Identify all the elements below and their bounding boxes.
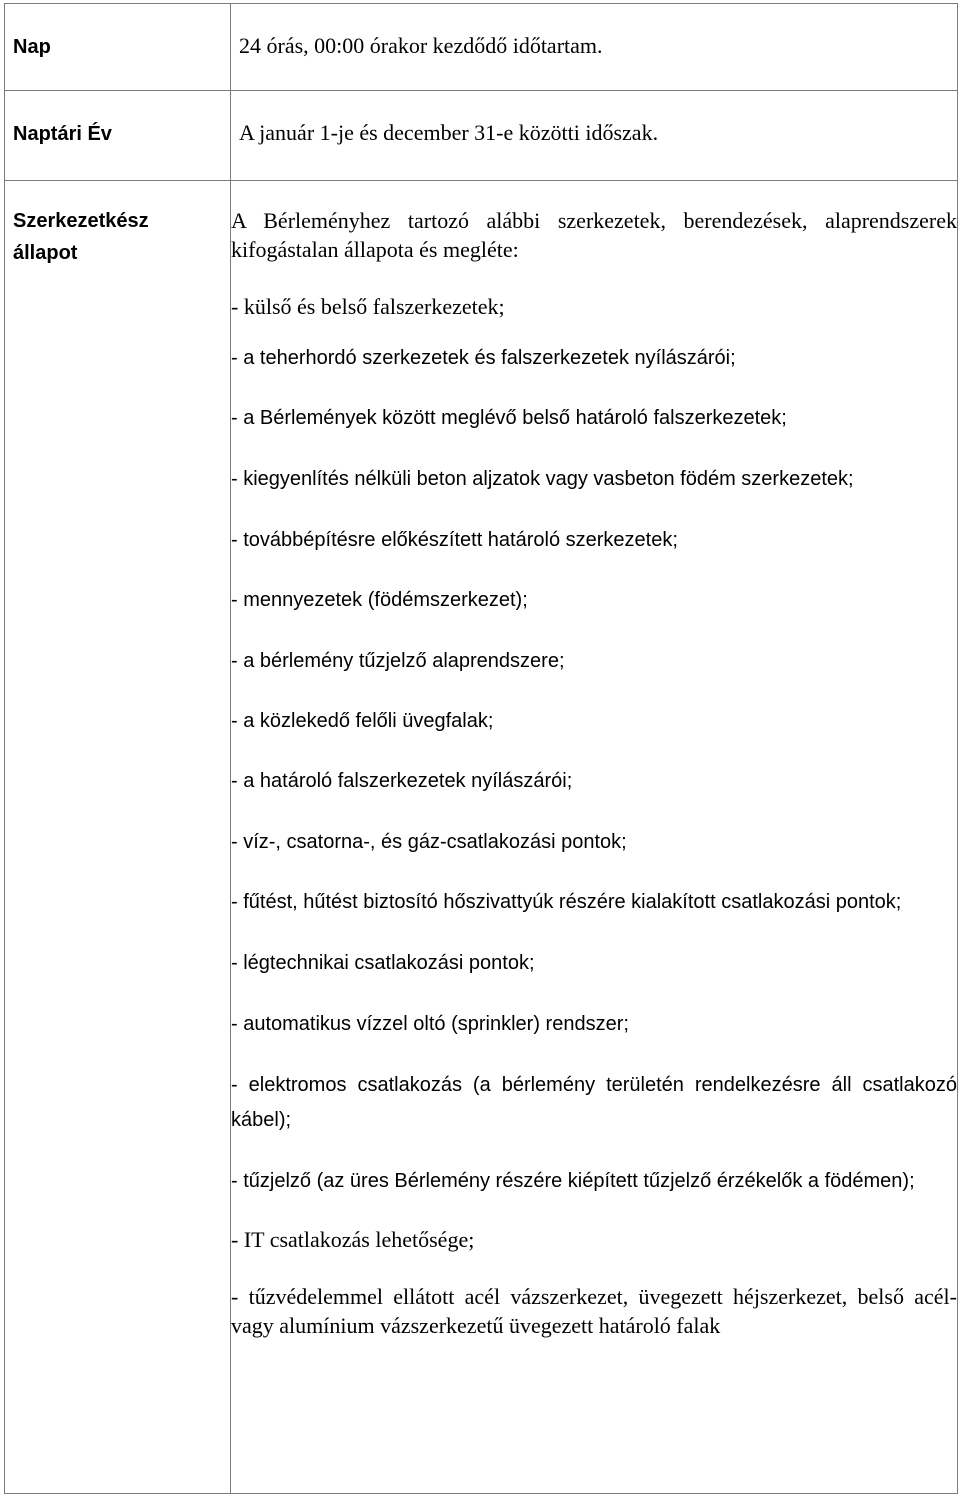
term-cell (5, 91, 231, 181)
definition-cell (231, 181, 958, 1494)
list-item: - víz-, csatorna-, és gáz-csatlakozási pontok; (231, 831, 627, 853)
list-item: - a teherhordó szerkezetek és falszerkezetek nyílászárói; (231, 347, 736, 369)
list-item: - a Bérlemények között meglévő belső határoló falszerkezetek; (231, 407, 787, 429)
term-szerkezetkesz-allapot (5, 181, 230, 269)
list-item: - kiegyenlítés nélküli beton aljzatok vagy vasbeton födém szerkezetek; (231, 468, 854, 490)
definition-cell (231, 4, 958, 91)
definition-naptari-ev: A január 1-je és december 31-e közötti időszak. (239, 120, 659, 145)
term-line-2: állapot (13, 242, 78, 264)
term-cell (5, 4, 231, 91)
table-row-naptari-ev (5, 91, 958, 181)
definition-cell (231, 91, 958, 181)
term-line-1: Szerkezetkész (13, 210, 149, 232)
definitions-table (4, 3, 958, 1494)
list-item: - mennyezetek (födémszerkezet); (231, 589, 528, 611)
list-item: - továbbépítésre előkészített határoló szerkezetek; (231, 529, 678, 551)
definition-intro: A Bérleményhez tartozó alábbi szerkezetek, berendezések, alaprendszerek kifogástalan állapota és megléte: (231, 208, 957, 262)
list-item: - tűzjelző (az üres Bérlemény részére kiépített tűzjelző érzékelők a födémen); (231, 1170, 915, 1192)
list-item: - külső és belső falszerkezetek; (231, 294, 505, 319)
term-nap: Nap (13, 36, 51, 58)
table-row-nap (5, 4, 958, 91)
list-item: - tűzvédelemmel ellátott acél vázszerkezet, üvegezett héjszerkezet, belső acél-vagy alumínium vázszerkezetű üvegezett határoló falak (231, 1284, 957, 1338)
definition-nap: 24 órás, 00:00 órakor kezdődő időtartam. (239, 33, 603, 58)
table-row-szerkezetkesz-allapot (5, 181, 958, 1494)
list-item: - légtechnikai csatlakozási pontok; (231, 952, 535, 974)
list-item: - elektromos csatlakozás (a bérlemény területén rendelkezésre áll csatlakozó kábel); (231, 1074, 957, 1131)
list-item: - a határoló falszerkezetek nyílászárói; (231, 770, 573, 792)
list-item: - automatikus vízzel oltó (sprinkler) rendszer; (231, 1013, 629, 1035)
term-cell (5, 181, 231, 1494)
term-naptari-ev: Naptári Év (13, 123, 112, 145)
list-item: - a közlekedő felőli üvegfalak; (231, 710, 494, 732)
list-item: - fűtést, hűtést biztosító hőszivattyúk részére kialakított csatlakozási pontok; (231, 891, 902, 913)
list-item: - a bérlemény tűzjelző alaprendszere; (231, 650, 565, 672)
list-item: - IT csatlakozás lehetősége; (231, 1227, 475, 1252)
